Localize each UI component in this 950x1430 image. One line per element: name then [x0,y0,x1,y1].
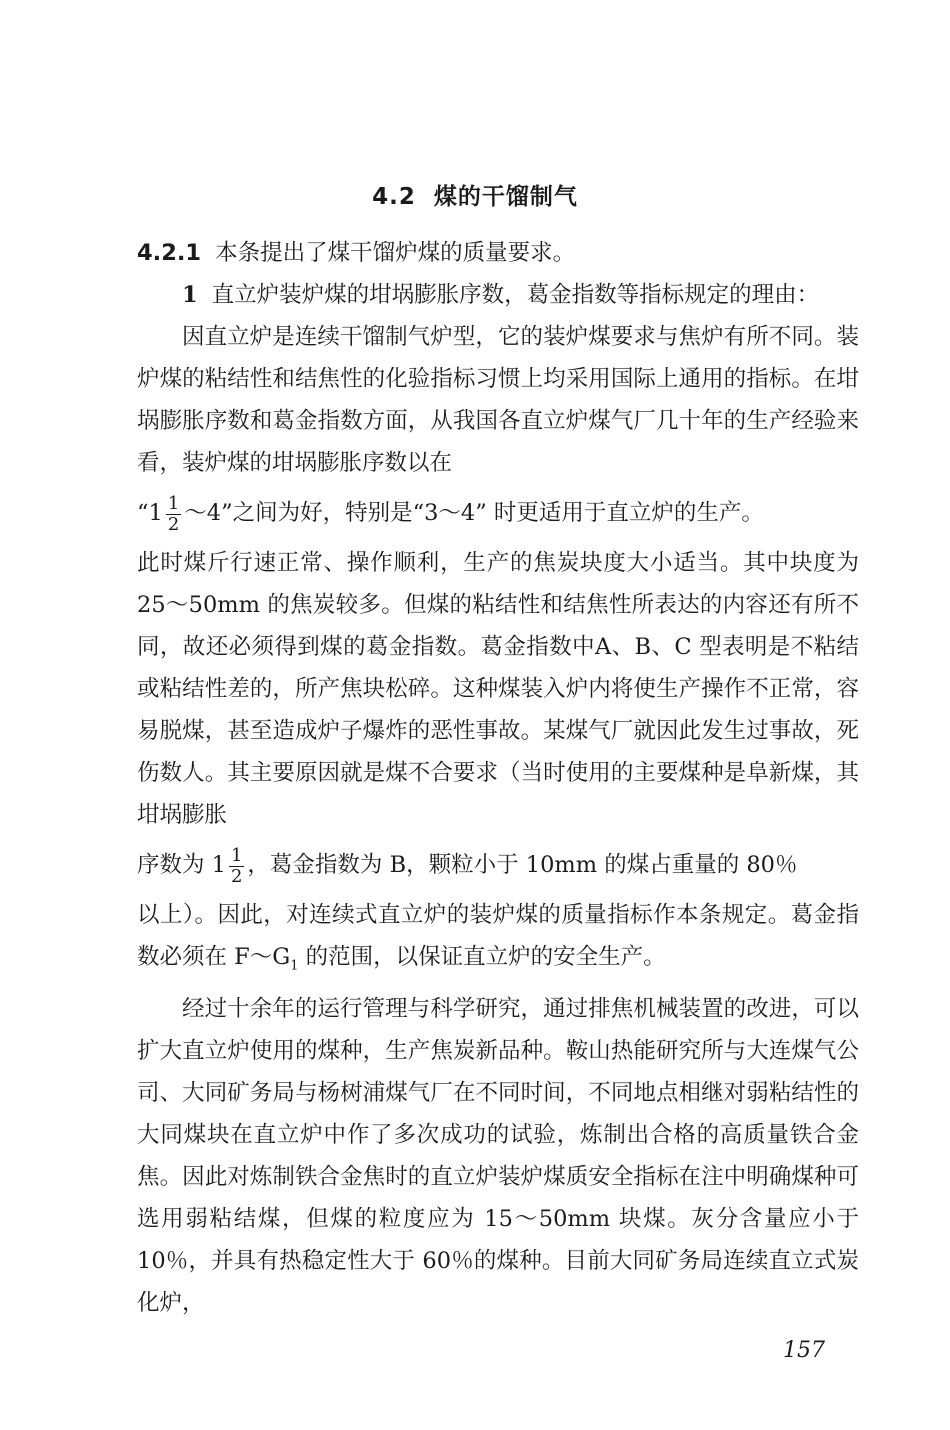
paragraph-1-continued [137,542,859,836]
item-text: 直立炉装炉煤的坩埚膨胀序数，葛金指数等指标规定的理由： [211,282,820,308]
item-paragraph [137,274,859,316]
clause-paragraph [137,232,859,274]
section-heading [0,178,950,211]
paragraph-1-part-a: 因直立炉是连续干馏制气炉型，它的装炉煤要求与焦炉有所不同。装炉煤的粘结性和结焦性的化验指标习惯上均采用国际上通用的指标。在坩埚膨胀序数和葛金指数方面，从我国各直立炉煤气厂几十年的生产经验来看，装炉煤的坩埚膨胀序数以在 [137,324,859,476]
paragraph-1-fraction-line [137,484,859,542]
paragraph-1 [137,316,859,484]
paragraph-1-fraction-line-2 [137,836,859,894]
fraction-denominator: 2 [230,865,243,887]
section-title: 煤的干馏制气 [433,184,578,210]
fraction-one-half [166,494,181,535]
paragraph-1-part-e: 以上）。因此，对连续式直立炉的装炉煤的质量指标作本条规定。葛金指数必须在 F～G [137,902,859,970]
paragraph-1-part-d-post: ，葛金指数为 B，颗粒小于 10mm 的煤占重量的 80％ [247,852,798,878]
fraction-one-half-2 [229,846,244,887]
paragraph-1-part-d-pre: 序数为 1 [137,852,226,878]
subscript-one: 1 [290,958,299,974]
paragraph-1-end [137,894,859,988]
paragraph-1-part-c: 此时煤斤行速正常、操作顺利，生产的焦炭块度大小适当。其中块度为 25～50mm 的焦炭较多。但煤的粘结性和结焦性所表达的内容还有所不同，故还必须得到煤的葛金指数。葛金指数中A、B、C 型表明是不粘结或粘结性差的，所产焦块松碎。这种煤装入炉内将使生产操作不正常，容易脱煤，甚至造成炉子爆炸的恶性事故。某煤气厂就因此发生过事故，死伤数人。其主要原因就是煤不合要求（当时使用的主要煤种是阜新煤，其坩埚膨胀 [137,550,859,828]
fraction-numerator: 1 [167,492,180,514]
page-number: 157 [783,1338,825,1363]
body-text [137,232,859,1324]
paragraph-1-part-b-post: ～4”之间为好，特别是“3～4” 时更适用于直立炉的生产。 [184,500,764,526]
paragraph-1-part-b-pre: “1 [137,500,163,526]
paragraph-1-part-e-post: 的范围，以保证直立炉的安全生产。 [298,944,666,970]
clause-text: 本条提出了煤干馏炉煤的质量要求。 [215,240,576,266]
fraction-numerator: 1 [230,844,243,866]
item-number: 1 [182,282,198,308]
clause-number: 4.2.1 [137,240,202,266]
paragraph-2: 经过十余年的运行管理与科学研究，通过排焦机械装置的改进，可以扩大直立炉使用的煤种，生产焦炭新品种。鞍山热能研究所与大连煤气公司、大同矿务局与杨树浦煤气厂在不同时间，不同地点相继对弱粘结性的大同煤块在直立炉中作了多次成功的试验，炼制出合格的高质量铁合金焦。因此对炼制铁合金焦时的直立炉装炉煤质安全指标在注中明确煤种可选用弱粘结煤，但煤的粒度应为 15～50mm 块煤。灰分含量应小于 10％，并具有热稳定性大于 60％的煤种。目前大同矿务局连续直立式炭化炉， [137,995,859,1316]
section-number: 4.2 [372,184,416,210]
fraction-denominator: 2 [167,513,180,535]
